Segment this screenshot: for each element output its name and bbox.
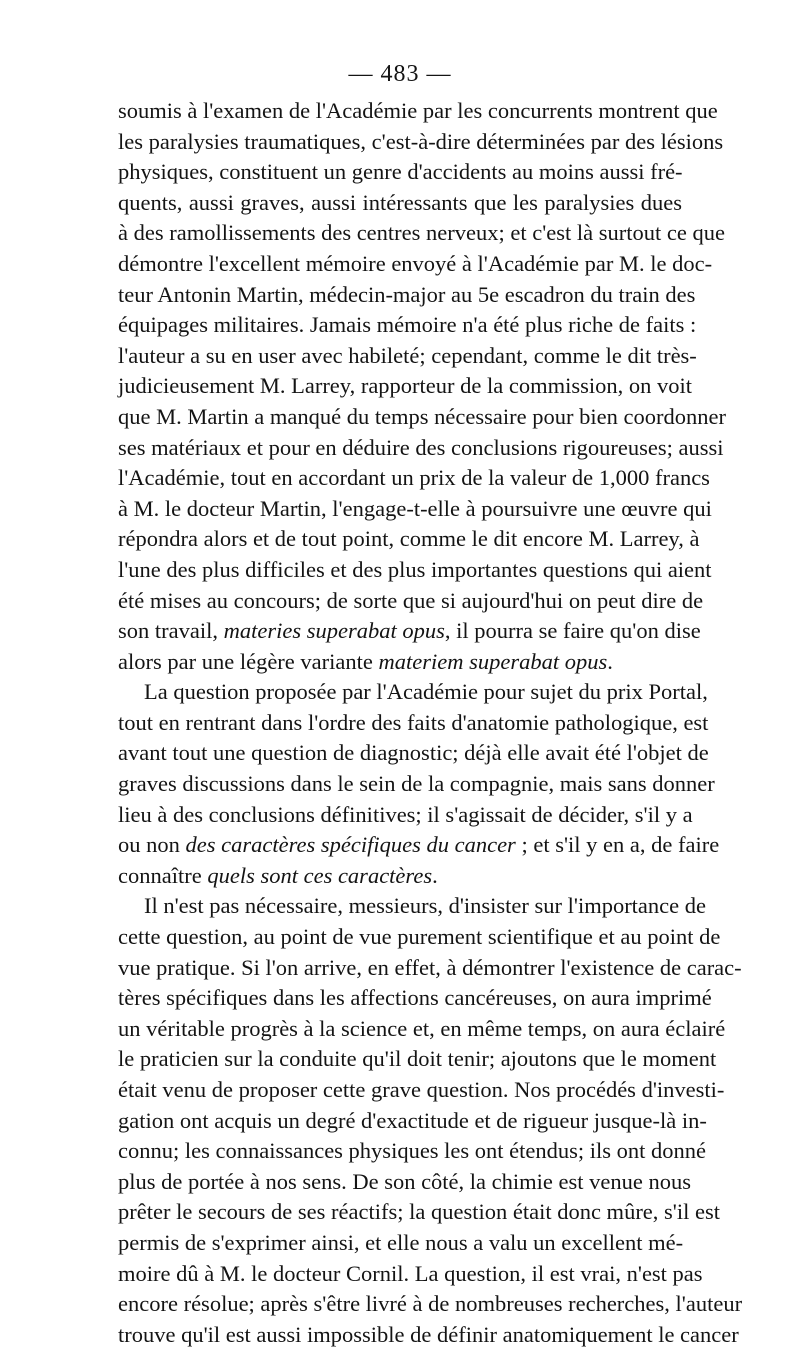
line-text: ses matériaux et pour en déduire des conclusions rigoureuses; aussi: [118, 434, 724, 460]
line-text: encore résolue; après s'être livré à de nombreuses recherches, l'auteur: [118, 1291, 743, 1317]
text-line: [118, 738, 709, 769]
line-text: à des ramollissements des centres nerveux; et c'est là surtout ce que: [118, 220, 725, 246]
italic-phrase: materiem superabat opus: [378, 648, 608, 674]
text-line: [118, 402, 726, 433]
text-line: [118, 188, 682, 219]
line-text: vue pratique. Si l'on arrive, en effet, à démontrer l'existence de carac-: [118, 954, 742, 980]
text-line: [118, 1044, 717, 1075]
line-text: le praticien sur la conduite qu'il doit tenir; ajoutons que le moment: [118, 1046, 717, 1072]
line-text: un véritable progrès à la science et, en même temps, on aura éclairé: [118, 1015, 726, 1041]
text-line: [118, 983, 712, 1014]
text-line: [118, 1259, 703, 1290]
italic-phrase: quels sont ces caractères: [207, 862, 433, 888]
text-line: [118, 1075, 725, 1106]
line-text: graves discussions dans le sein de la compagnie, mais sans donner: [118, 771, 715, 797]
line-text: soumis à l'examen de l'Académie par les concurrents montrent que: [118, 98, 718, 123]
text-line: [118, 800, 693, 831]
line-text-after: .: [432, 862, 438, 888]
text-line: [118, 1197, 720, 1228]
line-text: trouve qu'il est aussi impossible de définir anatomiquement le cancer: [118, 1321, 739, 1347]
text-line: [118, 677, 708, 708]
text-line: [118, 830, 720, 861]
line-text: tères spécifiques dans les affections cancéreuses, on aura imprimé: [118, 985, 712, 1011]
line-text: équipages militaires. Jamais mémoire n'a été plus riche de faits :: [118, 312, 697, 338]
line-text: prêter le secours de ses réactifs; la question était donc mûre, s'il est: [118, 1199, 720, 1225]
text-line: [118, 127, 724, 158]
text-line: [118, 586, 704, 617]
text-line: [118, 647, 682, 678]
line-text: que M. Martin a manqué du temps nécessaire pour bien coordonner: [118, 403, 726, 429]
text-line: [118, 861, 682, 892]
line-text: moire dû à M. le docteur Cornil. La question, il est vrai, n'est pas: [118, 1260, 703, 1286]
text-line: [118, 922, 721, 953]
text-line: [118, 1228, 682, 1259]
line-text: l'une des plus difficiles et des plus importantes questions qui aient: [118, 556, 712, 582]
line-text: cette question, au point de vue purement scientifique et au point de: [118, 924, 721, 950]
line-text: alors par une légère variante: [118, 648, 379, 674]
italic-phrase: materies superabat opus: [223, 618, 445, 644]
line-text: connaître: [118, 862, 208, 888]
line-text: Il n'est pas nécessaire, messieurs, d'insister sur l'importance de: [144, 893, 707, 919]
text-line: [118, 310, 697, 341]
line-text: l'Académie, tout en accordant un prix de la valeur de 1,000 francs: [118, 465, 710, 491]
line-text: lieu à des conclusions définitives; il s'agissait de décider, s'il y a: [118, 801, 693, 827]
text-line: [118, 524, 700, 555]
line-text-after: .: [607, 648, 613, 674]
text-line: [118, 1320, 739, 1350]
line-text: été mises au concours; de sorte que si aujourd'hui on peut dire de: [118, 587, 704, 613]
line-text: était venu de proposer cette grave question. Nos procédés d'investi-: [118, 1077, 725, 1102]
line-text: avant tout une question de diagnostic; déjà elle avait été l'objet de: [118, 740, 709, 766]
text-line: [118, 96, 718, 127]
line-text-after: ; et s'il y en a, de faire: [515, 832, 720, 858]
line-text: l'auteur a su en user avec habileté; cependant, comme le dit très-: [118, 342, 697, 368]
italic-phrase: des caractères spécifiques du cancer: [185, 832, 516, 858]
line-text: La question proposée par l'Académie pour sujet du prix Portal,: [144, 679, 708, 705]
text-line: [118, 1136, 707, 1167]
text-line: [118, 891, 707, 922]
text-line: [118, 616, 701, 647]
text-line: [118, 1289, 743, 1320]
text-line: [118, 1014, 726, 1045]
text-line: [118, 1167, 691, 1198]
text-line: [118, 494, 712, 525]
line-text: les paralysies traumatiques, c'est-à-dire déterminées par des lésions: [118, 128, 724, 154]
text-line: [118, 463, 710, 494]
line-text: permis de s'exprimer ainsi, et elle nous a valu un excellent mé-: [118, 1229, 684, 1255]
line-text: teur Antonin Martin, médecin-major au 5e escadron du train des: [118, 281, 696, 307]
text-line: [118, 341, 697, 372]
page-number: — 483 —: [348, 61, 452, 87]
line-text: ou non: [118, 832, 186, 858]
text-line: [118, 157, 682, 188]
line-text: tout en rentrant dans l'ordre des faits d'anatomie pathologique, est: [118, 709, 709, 735]
line-text-after: , il pourra se faire qu'on dise: [444, 618, 701, 644]
line-text: physiques, constituent un genre d'accidents au moins aussi fré-: [118, 159, 683, 185]
text-line: [118, 249, 713, 280]
line-text: gation ont acquis un degré d'exactitude et de rigueur jusque-là in-: [118, 1107, 707, 1133]
text-line: [118, 371, 693, 402]
body-text: [118, 96, 743, 1350]
text-line: [118, 953, 742, 984]
line-text: quents, aussi graves, aussi intéressants que les paralysies dues: [118, 189, 682, 215]
line-text: démontre l'excellent mémoire envoyé à l'Académie par M. le doc-: [118, 250, 713, 276]
line-text: répondra alors et de tout point, comme le dit encore M. Larrey, à: [118, 526, 700, 552]
line-text: connu; les connaissances physiques les ont étendus; ils ont donné: [118, 1138, 707, 1164]
text-line: [118, 280, 696, 311]
text-line: [118, 555, 712, 586]
text-line: [118, 1106, 707, 1137]
text-line: [118, 769, 715, 800]
line-text: plus de portée à nos sens. De son côté, la chimie est venue nous: [118, 1168, 691, 1194]
line-text: judicieusement M. Larrey, rapporteur de la commission, on voit: [118, 373, 693, 399]
text-line: [118, 708, 709, 739]
text-line: [118, 433, 724, 464]
line-text: à M. le docteur Martin, l'engage-t-elle à poursuivre une œuvre qui: [118, 495, 712, 521]
line-text: son travail,: [118, 618, 224, 644]
text-line: [118, 218, 725, 249]
